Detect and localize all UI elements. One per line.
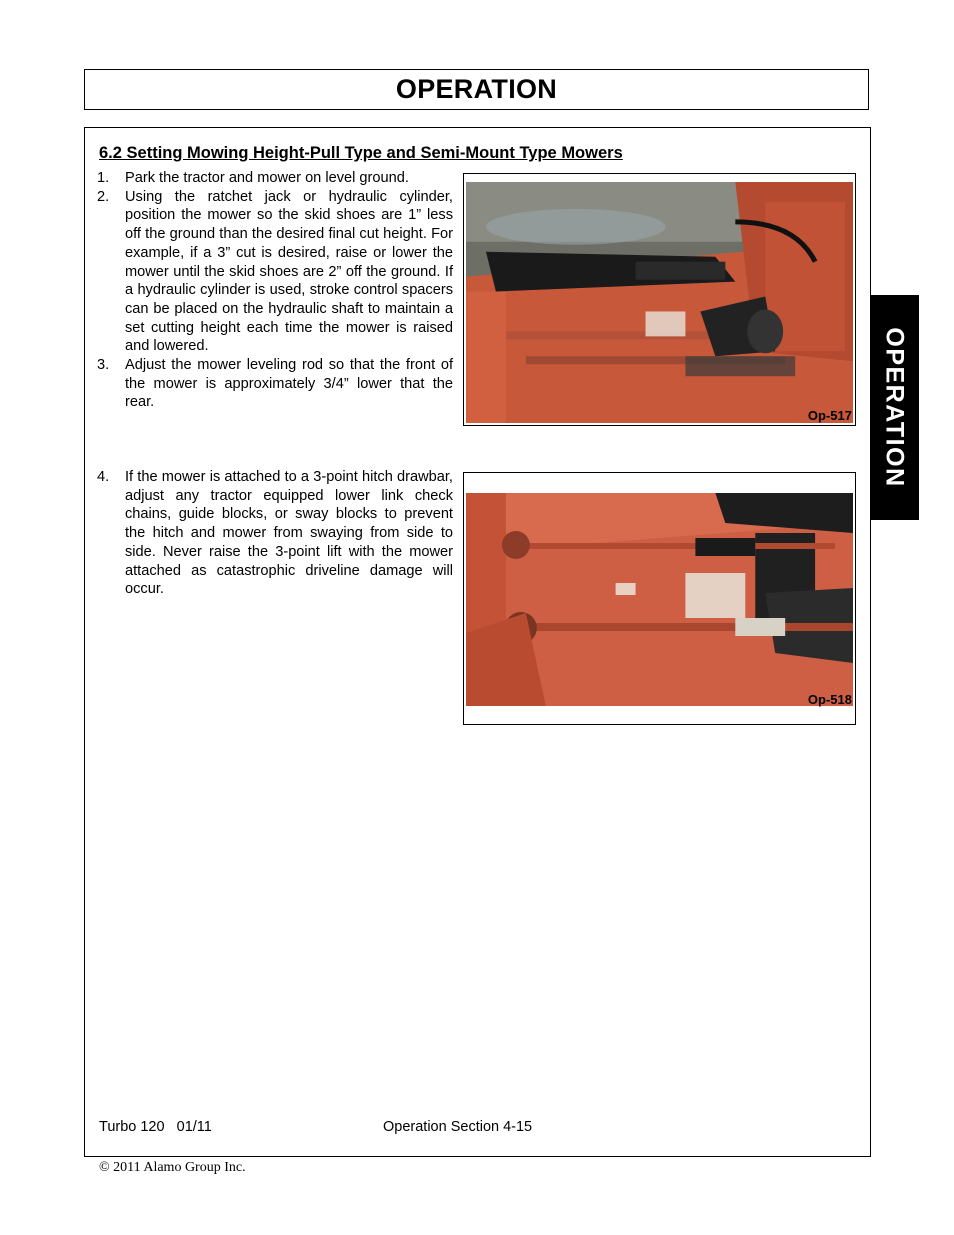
step-number: 3. xyxy=(97,357,110,374)
header-box xyxy=(84,69,869,110)
step-text: Using the ratchet jack or hydraulic cylinder, position the mower so the skid shoes are 1” less off the ground than the desired final cut height. For example, if a 3” cut is desired, raise or lower the mower until the skid shoes are 2” off the ground. If a hydraulic cylinder is used, stroke control spacers can be placed on the hydraulic shaft to maintain a set cutting height each time the mower is raised and lowered. xyxy=(125,188,453,355)
section-title: 6.2 Setting Mowing Height-Pull Type and Semi-Mount Type Mowers xyxy=(99,144,623,162)
step-2 xyxy=(97,188,453,356)
step-text: Adjust the mower leveling rod so that the front of the mower is approximately 3/4” lower that the rear. xyxy=(125,357,453,411)
mower-sway-photo xyxy=(466,493,853,706)
step-number: 2. xyxy=(97,188,110,205)
step-text: If the mower is attached to a 3-point hitch drawbar, adjust any tractor equipped lower link check chains, guide blocks, or sway blocks to prevent the hitch and mower from swaying from side to side. Never raise the 3-point lift with the mower attached as catastrophic driveline damage will occur. xyxy=(125,469,453,598)
figure-op-518 xyxy=(463,472,856,725)
figure-op-517 xyxy=(463,173,856,426)
side-tab-label: OPERATION xyxy=(881,327,910,488)
page-header-title: OPERATION xyxy=(395,74,558,104)
footer-section-page: Operation Section 4-15 xyxy=(383,1119,533,1135)
step-text: Park the tractor and mower on level ground. xyxy=(125,170,409,186)
step-4 xyxy=(97,468,453,599)
side-tab xyxy=(870,295,919,520)
step-number: 4. xyxy=(97,469,110,485)
steps-list-lower xyxy=(97,468,453,599)
figure-label: Op-518 xyxy=(807,692,852,707)
copyright: © 2011 Alamo Group Inc. xyxy=(99,1160,246,1175)
mower-linkage-photo xyxy=(466,182,853,423)
footer-model: Turbo 120 01/11 xyxy=(99,1119,212,1135)
step-number: 1. xyxy=(97,170,110,186)
figure-label: Op-517 xyxy=(807,408,852,423)
step-1 xyxy=(97,169,453,188)
step-3 xyxy=(97,356,453,412)
steps-list-upper xyxy=(97,169,453,412)
